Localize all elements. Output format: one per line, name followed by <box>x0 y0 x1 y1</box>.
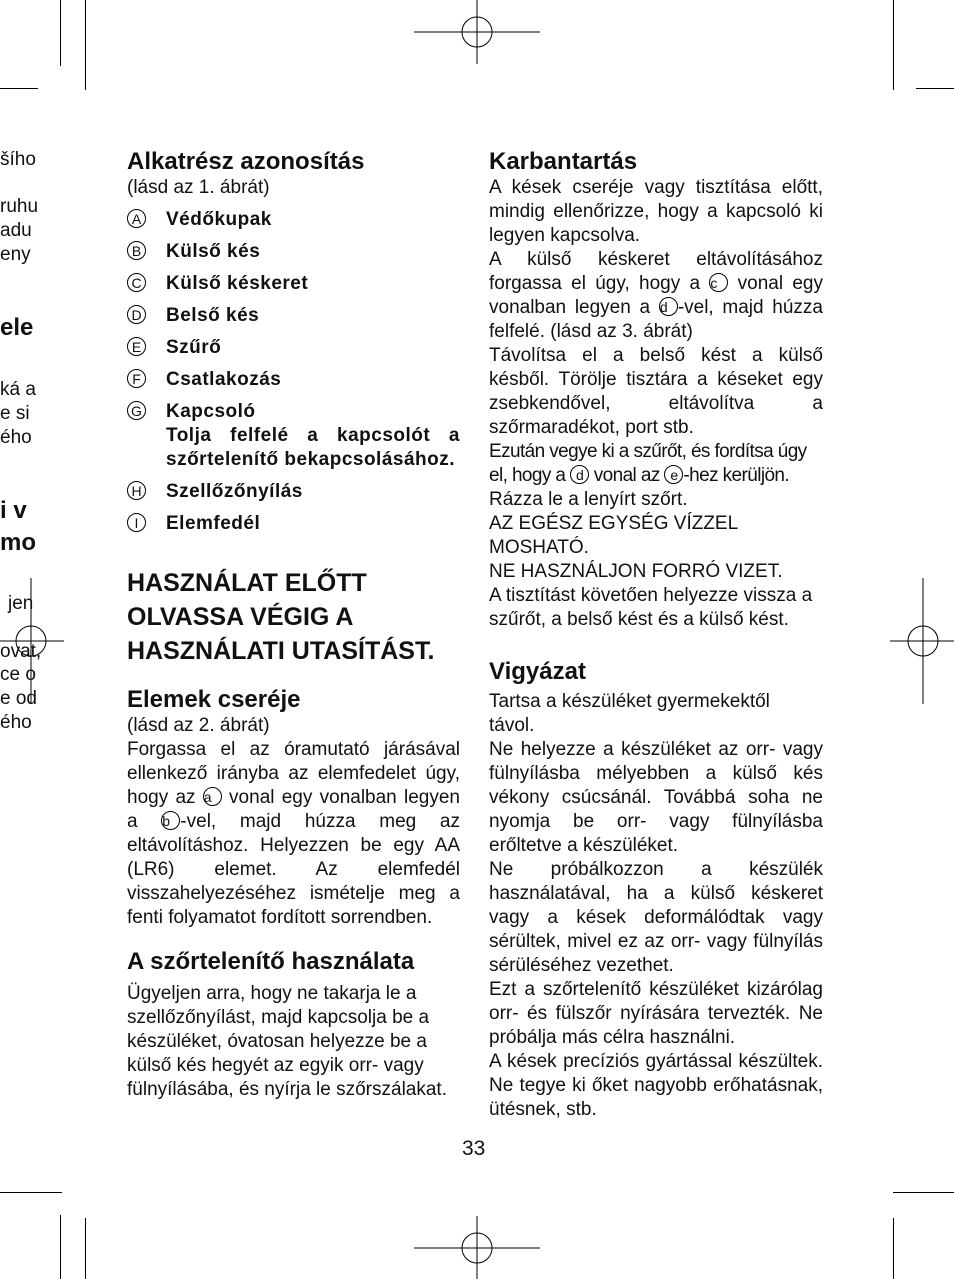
mark-d-badge: d <box>570 465 589 484</box>
crop-mark <box>893 1218 894 1279</box>
edge-fragment: adu <box>0 220 32 241</box>
maintenance-p3: Távolítsa el a belső kést a külső késből. Törölje tisztára a késeket egy zsebkendővel, eltávolítva a szőrmaradékot, port stb. <box>489 345 823 438</box>
parts-list <box>127 208 460 536</box>
battery-title: Elemek cseréje <box>127 686 301 713</box>
edge-fragment: ruhu <box>0 196 39 217</box>
parts-item <box>127 208 460 232</box>
crop-mark <box>60 1215 61 1279</box>
usage-text: Ügyeljen arra, hogy ne takarja le a szellőzőnyílást, majd kapcsolja be a készüléket, óvatosan helyezze be a külső kés hegyét az egyik orr- vagy fülnyílásába, és nyírja le szőrszálakat. <box>127 983 447 1100</box>
edge-fragment: e od <box>0 688 37 709</box>
maintenance-p8: A tisztítást követően helyezze vissza a szűrőt, a belső kést és a külső kést. <box>489 585 813 630</box>
letter-badge: D <box>127 305 146 324</box>
letter-badge: B <box>127 241 146 260</box>
part-label: Szellőzőnyílás <box>166 481 303 502</box>
letter-badge: G <box>127 401 146 420</box>
battery-ref: (lásd az 2. ábrát) <box>127 715 270 736</box>
edge-fragment: i v <box>0 497 27 524</box>
letter-badge: H <box>127 481 146 500</box>
caution-p3: Ne próbálkozzon a készülék használatával, ha a külső késkeret vagy a kések deformálódtak vagy sérültek, mivel ez az orr- vagy fülnyílás sérüléséhez vezethet. <box>489 859 823 976</box>
part-sublabel: Tolja felfelé a kapcsolót a szőrtelenítő bekapcsolásához. <box>166 425 460 470</box>
warning-line: HASZNÁLATI UTASÍTÁST. <box>127 637 435 665</box>
crop-mark <box>85 1218 86 1279</box>
mark-c-badge: c <box>709 273 728 292</box>
parts-item <box>127 272 460 296</box>
maintenance-p6: AZ EGÉSZ EGYSÉG VÍZZEL MOSHATÓ. <box>489 513 738 558</box>
caution-p1: Tartsa a készüléket gyermekektől távol. <box>489 691 770 736</box>
crop-mark <box>893 0 894 90</box>
mark-e-badge: e <box>664 465 683 484</box>
warning-heading <box>127 566 460 668</box>
battery-text: Forgassa el az óramutató járásával ellenkező irányba az elemfedelet úgy, hogy az a vonal egy vonalban legyen a b -vel, majd húzza meg az eltávolításhoz. Helyezzen be egy AA (LR6) elemet. Az elemfedél visszahelyezéséhez ismételje meg a fenti folyamatot fordított sorrendben. <box>127 739 460 928</box>
letter-badge: A <box>127 209 146 228</box>
crop-mark <box>0 88 38 89</box>
caution-p4: Ezt a szőrtelenítő készüléket kizárólag orr- és fülszőr nyírására tervezték. Ne próbálja más célra használni. <box>489 979 823 1048</box>
caution-p2: Ne helyezze a készüléket az orr- vagy fülnyílásba mélyebben a külső kés vékony csúcsánál. Továbbá soha ne nyomja be orr- vagy fülnyílásba erőltetve a készüléket. <box>489 739 823 856</box>
crop-mark <box>893 1192 954 1193</box>
part-label: Belső kés <box>166 305 260 326</box>
parts-title: Alkatrész azonosítás <box>127 148 365 175</box>
registration-mark-icon <box>414 1216 540 1279</box>
caution-p5: A kések precíziós gyártással készültek. Ne tegye ki őket nagyobb erőhatásnak, ütésnek, stb. <box>489 1051 823 1120</box>
letter-badge: E <box>127 337 146 356</box>
parts-item <box>127 512 460 536</box>
edge-fragment: ovat, <box>0 641 42 662</box>
left-column <box>127 148 460 1102</box>
part-label: Védőkupak <box>166 209 272 230</box>
usage-title: A szőrtelenítő használata <box>127 948 415 975</box>
registration-mark-icon <box>414 0 540 64</box>
crop-mark <box>0 1192 62 1193</box>
crop-mark <box>85 0 86 90</box>
maintenance-p1: A kések cseréje vagy tisztítása előtt, mindig ellenőrizze, hogy a kapcsoló ki legyen kapcsolva. <box>489 177 823 246</box>
maintenance-title: Karbantartás <box>489 148 638 175</box>
parts-item <box>127 480 460 504</box>
mark-a-badge: a <box>203 787 222 806</box>
part-label: Külső késkeret <box>166 273 309 294</box>
parts-item <box>127 240 460 264</box>
part-label: Elemfedél <box>166 513 261 534</box>
maintenance-p7: NE HASZNÁLJON FORRÓ VIZET. <box>489 561 783 582</box>
parts-item <box>127 400 460 472</box>
maintenance-p4: Ezután vegye ki a szűrőt, és fordítsa úgy el, hogy a d vonal az e -hez kerüljön. <box>489 441 807 486</box>
maintenance-p2: A külső késkeret eltávolításához forgassa el úgy, hogy a c vonal egy vonalban legyen a d -vel, majd húzza felfelé. (lásd az 3. ábrát) <box>489 249 824 342</box>
edge-fragment: ce o <box>0 664 36 685</box>
warning-line: HASZNÁLAT ELŐTT <box>127 569 367 597</box>
parts-ref: (lásd az 1. ábrát) <box>127 177 270 198</box>
registration-mark-icon <box>890 578 954 704</box>
parts-item <box>127 368 460 392</box>
edge-fragment: eny <box>0 244 31 265</box>
crop-mark <box>916 88 954 89</box>
edge-fragment: ého <box>0 712 32 733</box>
caution-title: Vigyázat <box>489 658 586 685</box>
edge-fragment: e si <box>0 403 30 424</box>
edge-fragment: ele <box>0 314 34 341</box>
edge-fragment: šího <box>0 149 36 170</box>
edge-fragment: ká a <box>0 379 36 400</box>
parts-item <box>127 336 460 360</box>
letter-badge: C <box>127 273 146 292</box>
parts-item <box>127 304 460 328</box>
part-label: Csatlakozás <box>166 369 282 390</box>
crop-mark <box>60 0 61 66</box>
maintenance-p5: Rázza le a lenyírt szőrt. <box>489 489 688 510</box>
edge-fragment: jen <box>8 593 34 614</box>
letter-badge: I <box>127 513 146 532</box>
right-column <box>489 148 823 1122</box>
part-label: Külső kés <box>166 241 261 262</box>
mark-d-badge: d <box>659 297 678 316</box>
warning-line: OLVASSA VÉGIG A <box>127 603 354 631</box>
edge-fragment: ého <box>0 427 32 448</box>
page-number: 33 <box>462 1137 486 1160</box>
part-label: Szűrő <box>166 337 222 358</box>
mark-b-badge: b <box>161 811 180 830</box>
edge-fragment: mo <box>0 529 36 556</box>
letter-badge: F <box>127 369 146 388</box>
part-label: Kapcsoló <box>166 401 256 422</box>
